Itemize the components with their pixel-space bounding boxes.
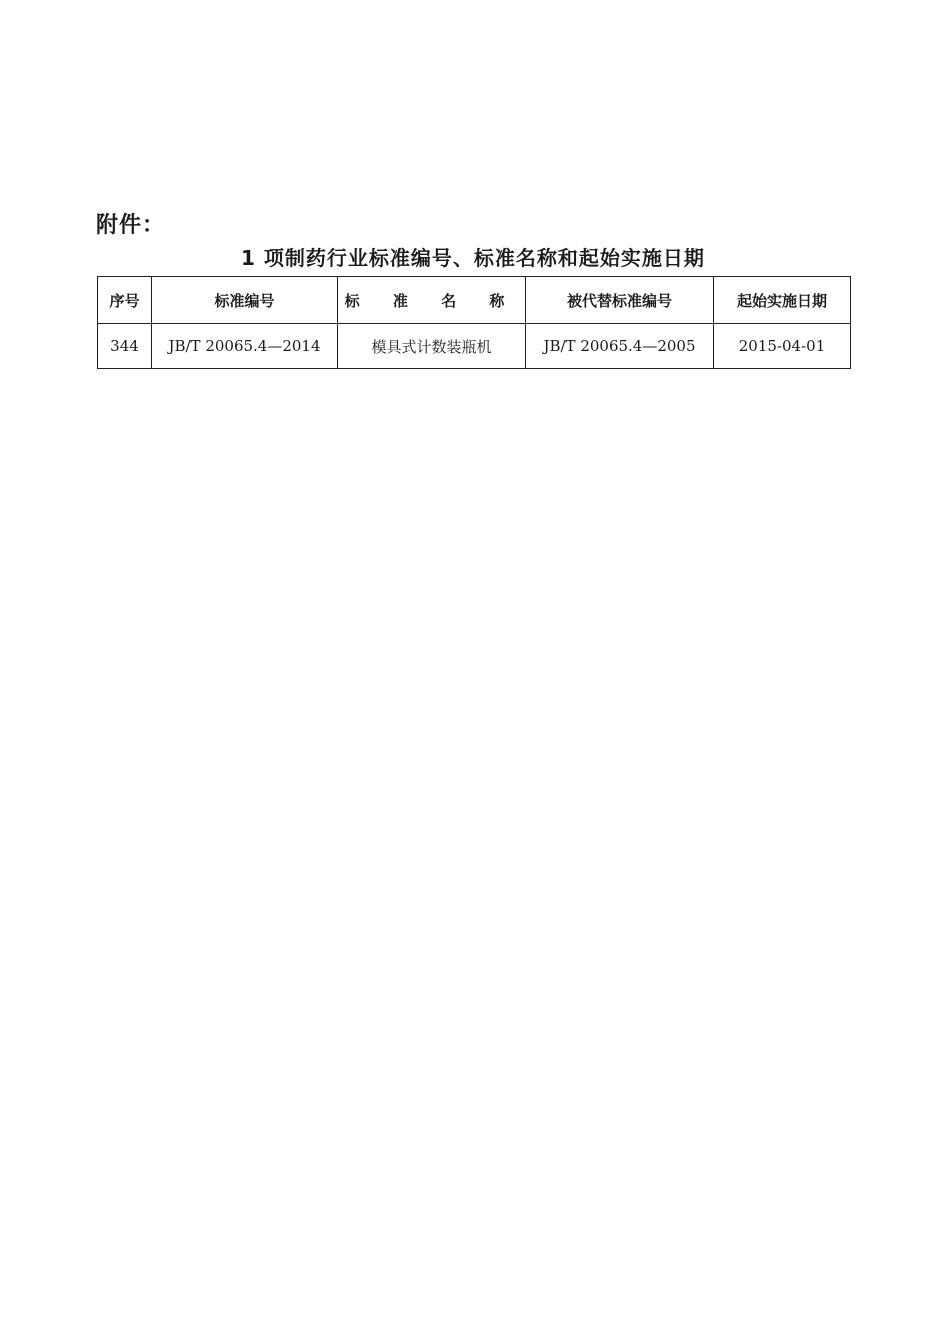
standards-table [97,276,851,369]
header-standard-number: 标准编号 [152,277,338,324]
attachment-label: 附件： [96,213,166,238]
cell-standard-name: 模具式计数装瓶机 [338,324,526,369]
cell-replaced-standard-number: JB/T 20065.4—2005 [526,324,714,369]
header-replaced-standard-number: 被代替标准编号 [526,277,714,324]
header-effective-date: 起始实施日期 [714,277,851,324]
cell-effective-date: 2015-04-01 [714,324,851,369]
table-title: 1 项制药行业标准编号、标准名称和起始实施日期 [241,246,705,270]
cell-standard-number: JB/T 20065.4—2014 [152,324,338,369]
table-row [98,324,851,369]
table-header-row [98,277,851,324]
header-serial-number: 序号 [98,277,152,324]
cell-serial-number: 344 [98,324,152,369]
header-standard-name: 标 准 名 称 [338,277,526,324]
